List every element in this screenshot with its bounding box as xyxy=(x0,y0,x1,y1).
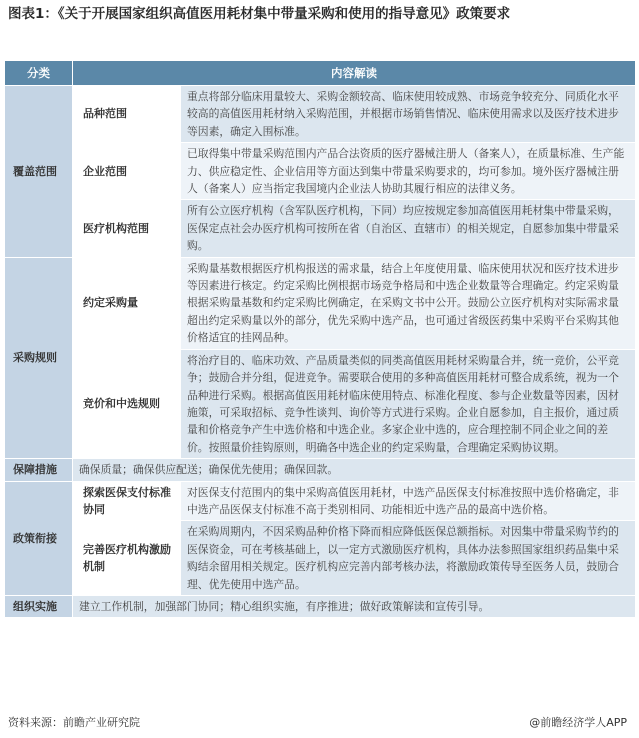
table-row xyxy=(5,200,636,257)
content-cell: 对医保支付范围内的集中采购高值医用耗材，中选产品医保支付标准按照中选价格确定，非中选产品医保支付标准不高于类别相同、功能相近中选产品的最高中选价格。 xyxy=(181,481,636,521)
category-procurement: 采购规则 xyxy=(5,257,73,458)
page-title: 图表1：《关于开展国家组织高值医用耗材集中带量采购和使用的指导意见》政策要求 xyxy=(8,6,511,22)
content-cell: 将治疗目的、临床功效、产品质量类似的同类高值医用耗材采购量合并，统一竞价，公平竞争；鼓励合并分组，促进竞争。需要联合使用的多种高值医用耗材可整合成系统，视为一个品种进行采购。根据高值医用耗材临床使用特点、标准化程度、参与企业数量等因素，因材施策，可采取招标、竞争性谈判、询价等方式进行采购。企业自愿参加，自主报价，通过质量和价格竞争产生中选价格和中选企业。多家企业中选的，应合理控制不同企业之间的差价。按照量价挂钩原则，明确各中选企业的约定采购量，合理确定采购协议期。 xyxy=(181,349,636,458)
brand-label: @前瞻经济学人APP xyxy=(529,716,627,729)
table-row xyxy=(5,595,636,617)
content-cell: 重点将部分临床用量较大、采购金额较高、临床使用较成熟、市场竞争较充分、同质化水平较高的高值医用耗材纳入采购范围，并根据市场销售情况、临床使用需求以及医疗技术进步等因素，确定入围标准。 xyxy=(181,86,636,143)
subcategory: 企业范围 xyxy=(73,143,181,200)
subcategory: 约定采购量 xyxy=(73,257,181,349)
content-cell: 确保质量；确保供应配送；确保优先使用；确保回款。 xyxy=(73,459,636,481)
source-note: 资料来源：前瞻产业研究院 xyxy=(8,716,140,729)
table-row xyxy=(5,481,636,521)
table-row xyxy=(5,86,636,143)
table-row xyxy=(5,521,636,596)
policy-table xyxy=(4,60,636,618)
table-row xyxy=(5,349,636,458)
subcategory: 医疗机构范围 xyxy=(73,200,181,257)
header-content: 内容解读 xyxy=(73,61,636,86)
subcategory: 完善医疗机构激励机制 xyxy=(73,521,181,596)
content-cell: 采购量基数根据医疗机构报送的需求量，结合上年度使用量、临床使用状况和医疗技术进步等因素进行核定。约定采购比例根据市场竞争格局和中选企业数量等合理确定。约定采购量根据采购量基数和约定采购比例确定，在采购文书中公开。鼓励公立医疗机构对实际需求量超出约定采购量以外的部分，优先采购中选产品，也可通过省级医药集中采购平台采购其他价格适宜的挂网品种。 xyxy=(181,257,636,349)
table-row xyxy=(5,143,636,200)
table-row xyxy=(5,459,636,481)
content-cell: 所有公立医疗机构（含军队医疗机构，下同）均应按规定参加高值医用耗材集中带量采购，医保定点社会办医疗机构可按所在省（自治区、直辖市）的相关规定，自愿参加集中带量采购。 xyxy=(181,200,636,257)
category-organization: 组织实施 xyxy=(5,595,73,617)
content-cell: 在采购周期内，不因采购品种价格下降而相应降低医保总额指标。对因集中带量采购节约的医保资金，可在考核基础上，以一定方式激励医疗机构，具体办法参照国家组织药品集中采购结余留用相关规定。医疗机构应完善内部考核办法，将激励政策传导至医务人员，鼓励合理、优先使用中选产品。 xyxy=(181,521,636,596)
category-guarantee: 保障措施 xyxy=(5,459,73,481)
header-category: 分类 xyxy=(5,61,73,86)
content-cell: 建立工作机制，加强部门协同；精心组织实施，有序推进；做好政策解读和宣传引导。 xyxy=(73,595,636,617)
table-header-row xyxy=(5,61,636,86)
subcategory: 探索医保支付标准协同 xyxy=(73,481,181,521)
subcategory: 品种范围 xyxy=(73,86,181,143)
content-cell: 已取得集中带量采购范围内产品合法资质的医疗器械注册人（备案人），在质量标准、生产能力、供应稳定性、企业信用等方面达到集中带量采购要求的，均可参加。境外医疗器械注册人（备案人）应当指定我国境内企业法人协助其履行相应的法律义务。 xyxy=(181,143,636,200)
category-coverage: 覆盖范围 xyxy=(5,86,73,258)
table-row xyxy=(5,257,636,349)
subcategory: 竞价和中选规则 xyxy=(73,349,181,458)
category-policy: 政策衔接 xyxy=(5,481,73,595)
